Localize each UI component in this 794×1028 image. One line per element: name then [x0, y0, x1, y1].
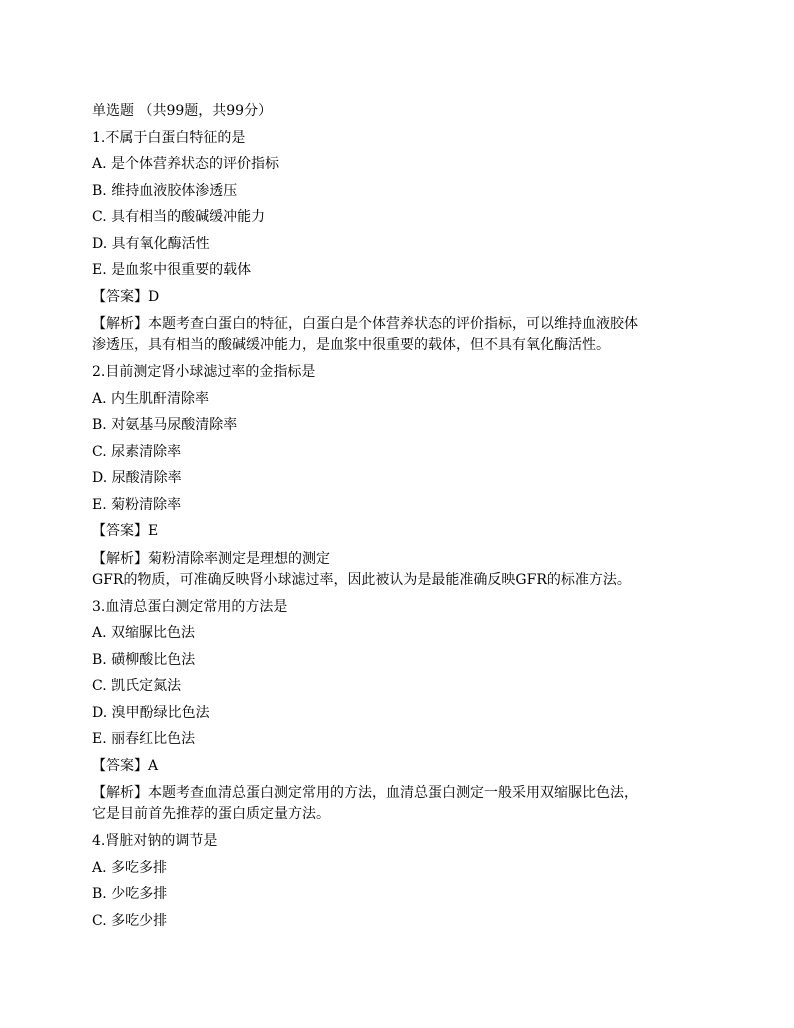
option-d: D. 尿酸清除率 — [92, 470, 182, 486]
option-b: B. 磺柳酸比色法 — [92, 651, 196, 668]
option-d: D. 具有氧化酶活性 — [92, 235, 210, 252]
section-header: 单选题 （共99题，共99分） — [92, 103, 273, 119]
document-page — [92, 98, 712, 934]
answer-line: 【答案】A — [92, 757, 159, 774]
explanation-block — [92, 545, 712, 594]
option-c: C. 凯氏定氮法 — [92, 678, 182, 694]
question-stem: 2.目前测定肾小球滤过率的金指标是 — [92, 364, 316, 380]
explanation-line: 【解析】本题考查白蛋白的特征，白蛋白是个体营养状态的评价指标，可以维持血液胶体 — [92, 316, 638, 332]
option-e: E. 菊粉清除率 — [92, 496, 182, 513]
option-a: A. 是个体营养状态的评价指标 — [92, 156, 280, 172]
option-c: C. 尿素清除率 — [92, 443, 182, 460]
option-b: B. 对氨基马尿酸清除率 — [92, 417, 238, 433]
option-e: E. 丽春红比色法 — [92, 731, 196, 747]
question-2 — [92, 359, 712, 594]
option-b: B. 少吃多排 — [92, 886, 168, 902]
question-stem: 1.不属于白蛋白特征的是 — [92, 129, 246, 146]
option-a: A. 内生肌酐清除率 — [92, 390, 210, 407]
option-a: A. 多吃多排 — [92, 859, 168, 876]
explanation-line: 【解析】菊粉清除率测定是理想的测定 — [92, 550, 330, 567]
question-stem: 4.肾脏对钠的调节是 — [92, 833, 218, 849]
option-c: C. 具有相当的酸碱缓冲能力 — [92, 209, 266, 225]
explanation-line: 【解析】本题考查血清总蛋白测定常用的方法，血清总蛋白测定一般采用双缩脲比色法， — [92, 785, 638, 801]
option-e: E. 是血浆中很重要的载体 — [92, 262, 252, 278]
option-c: C. 多吃少排 — [92, 912, 168, 929]
explanation-line: GFR的物质，可准确反映肾小球滤过率，因此被认为是最能准确反映GFR的标准方法。 — [92, 571, 631, 588]
option-a: A. 双缩脲比色法 — [92, 625, 196, 641]
option-b: B. 维持血液胶体渗透压 — [92, 182, 238, 199]
answer-line: 【答案】E — [92, 523, 159, 539]
answer-line: 【答案】D — [92, 288, 160, 305]
explanation-line: 它是目前首先推荐的蛋白质定量方法。 — [92, 806, 330, 822]
explanation-block — [92, 310, 712, 359]
explanation-line: 渗透压，具有相当的酸碱缓冲能力，是血浆中很重要的载体，但不具有氧化酶活性。 — [92, 337, 610, 353]
explanation-block — [92, 779, 712, 828]
question-3 — [92, 594, 712, 829]
option-d: D. 溴甲酚绿比色法 — [92, 704, 210, 721]
question-stem: 3.血清总蛋白测定常用的方法是 — [92, 598, 288, 615]
question-1 — [92, 125, 712, 360]
question-4 — [92, 828, 712, 934]
